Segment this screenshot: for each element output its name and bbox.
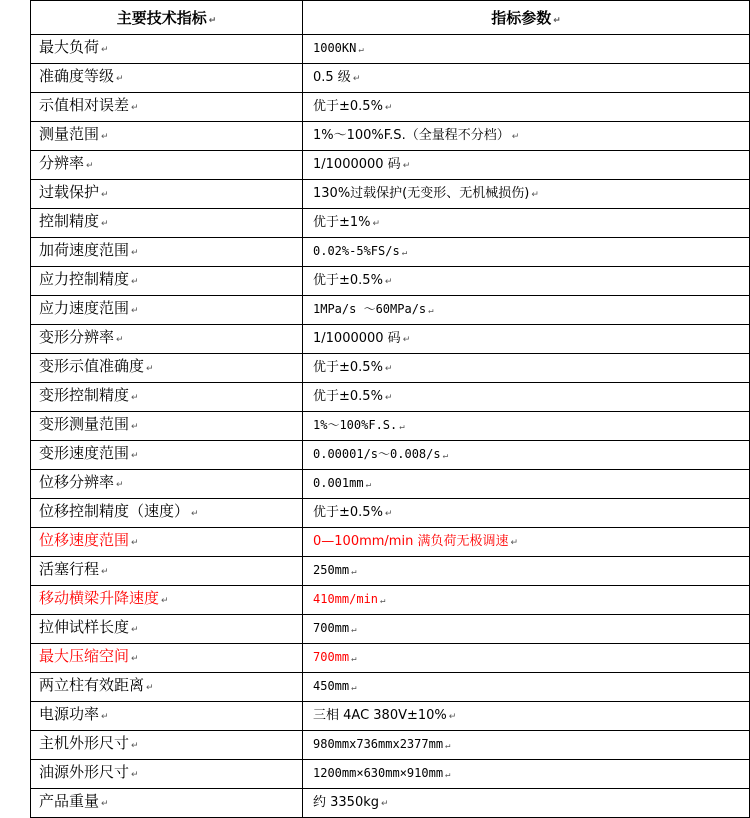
spec-name-cell [31,151,303,180]
spec-value: 700mm [313,620,350,635]
spec-value: 优于±0.5% [313,98,383,114]
spec-value: 1%～100%F.S.（全量程不分档） [313,127,510,143]
paragraph-mark-icon: ↵ [116,480,124,490]
spec-name-cell [31,64,303,93]
table-row [31,586,750,615]
table-row [31,528,750,557]
paragraph-mark-icon: ↵ [101,712,109,722]
spec-name: 两立柱有效距离 [39,676,145,694]
paragraph-mark-icon: ↵ [208,16,217,26]
spec-table [30,0,750,818]
paragraph-mark-icon: ↵ [116,74,124,84]
spec-name-cell [31,383,303,412]
spec-value-cell [303,151,750,180]
spec-name: 位移控制精度（速度） [39,502,190,520]
spec-value-cell [303,354,750,383]
spec-value-cell [303,615,750,644]
spec-value: 0.02%-5%FS/s [313,243,400,258]
spec-name-cell [31,760,303,789]
spec-name: 主机外形尺寸 [39,734,130,752]
paragraph-mark-icon: ↵ [131,770,139,780]
header-row [31,1,750,35]
paragraph-mark-icon: ↵ [86,161,94,171]
paragraph-mark-icon: ↵ [131,538,139,548]
spec-name-cell [31,586,303,615]
spec-name: 变形测量范围 [39,415,130,433]
table-row [31,557,750,586]
spec-value-cell [303,64,750,93]
paragraph-mark-icon: ↵ [384,276,393,287]
spec-name-cell [31,702,303,731]
paragraph-mark-icon: ↵ [131,451,139,461]
spec-value: 1/1000000 码 [313,330,401,346]
spec-value: 三相 4AC 380V±10% [313,707,447,723]
paragraph-mark-icon: ↵ [116,335,124,345]
spec-name: 应力控制精度 [39,270,130,288]
spec-name: 变形示值准确度 [39,357,145,375]
spec-name-cell [31,441,303,470]
paragraph-mark-icon: ↵ [101,567,109,577]
header-spec-value: 指标参数 ↵ [303,1,750,35]
paragraph-mark-icon: ↵ [101,190,109,200]
spec-name-cell [31,644,303,673]
spec-name-cell [31,296,303,325]
paragraph-mark-icon: ↵ [101,45,109,55]
spec-name-cell [31,412,303,441]
spec-name-cell [31,180,303,209]
spec-value-cell [303,93,750,122]
spec-value-cell [303,673,750,702]
table-row [31,499,750,528]
paragraph-mark-icon: ↵ [131,741,139,751]
table-row [31,644,750,673]
spec-value-cell [303,644,750,673]
header-spec-name: 主要技术指标 ↵ [31,1,303,35]
paragraph-mark-icon: ↵ [351,682,357,693]
spec-name-cell [31,325,303,354]
table-row [31,35,750,64]
spec-value-cell [303,209,750,238]
spec-value-cell [303,586,750,615]
spec-name: 应力速度范围 [39,299,130,317]
paragraph-mark-icon: ↵ [131,103,139,113]
spec-value: 优于±1% [313,214,371,230]
spec-value: 优于±0.5% [313,388,383,404]
spec-name: 测量范围 [39,125,100,143]
spec-name-cell [31,209,303,238]
paragraph-mark-icon: ↵ [146,364,154,374]
spec-value-cell [303,528,750,557]
paragraph-mark-icon: ↵ [146,683,154,693]
spec-name: 变形控制精度 [39,386,130,404]
paragraph-mark-icon: ↵ [445,740,451,751]
table-row [31,441,750,470]
table-row [31,122,750,151]
spec-value-cell [303,702,750,731]
spec-name-cell [31,354,303,383]
paragraph-mark-icon: ↵ [384,508,393,519]
table-row [31,325,750,354]
paragraph-mark-icon: ↵ [399,421,405,432]
spec-name: 位移速度范围 [39,531,130,549]
spec-name-cell [31,93,303,122]
paragraph-mark-icon: ↵ [428,305,434,316]
paragraph-mark-icon: ↵ [510,537,518,548]
spec-name: 产品重量 [39,792,100,810]
paragraph-mark-icon: ↵ [351,653,357,664]
paragraph-mark-icon: ↵ [531,189,539,200]
table-row [31,238,750,267]
table-row [31,412,750,441]
spec-name-cell [31,789,303,818]
table-row [31,64,750,93]
paragraph-mark-icon: ↵ [384,363,393,374]
spec-value: 1/1000000 码 [313,156,401,172]
paragraph-mark-icon: ↵ [380,595,386,606]
spec-name: 电源功率 [39,705,100,723]
table-row [31,354,750,383]
paragraph-mark-icon: ↵ [384,392,393,403]
spec-value: 约 3350kg [313,794,379,810]
table-row [31,615,750,644]
paragraph-mark-icon: ↵ [352,73,361,84]
paragraph-mark-icon: ↵ [511,131,520,142]
table-row [31,180,750,209]
paragraph-mark-icon: ↵ [131,654,139,664]
spec-name: 示值相对误差 [39,96,130,114]
spec-value-cell [303,325,750,354]
spec-value-cell [303,296,750,325]
spec-name-cell [31,615,303,644]
spec-value: 980mmx736mmx2377mm [313,736,444,751]
spec-value-cell [303,412,750,441]
spec-name: 最大负荷 [39,38,100,56]
spec-value-cell [303,122,750,151]
paragraph-mark-icon: ↵ [365,479,371,490]
spec-name: 油源外形尺寸 [39,763,130,781]
spec-name-cell [31,267,303,296]
spec-value-cell [303,499,750,528]
spec-value: 优于±0.5% [313,272,383,288]
paragraph-mark-icon: ↵ [401,247,408,258]
paragraph-mark-icon: ↵ [351,624,357,635]
spec-value: 450mm [313,678,350,693]
table-row [31,296,750,325]
spec-name-cell [31,35,303,64]
spec-value: 1%～100%F.S. [313,417,398,432]
spec-name: 变形速度范围 [39,444,130,462]
paragraph-mark-icon: ↵ [131,393,139,403]
paragraph-mark-icon: ↵ [402,160,411,171]
spec-value-cell [303,180,750,209]
spec-name-cell [31,499,303,528]
spec-value-cell [303,789,750,818]
paragraph-mark-icon: ↵ [131,248,139,258]
spec-name: 移动横梁升降速度 [39,589,160,607]
spec-name-cell [31,238,303,267]
spec-value-cell [303,441,750,470]
spec-value: 1MPa/s ～60MPa/s [313,301,427,316]
spec-value-cell [303,383,750,412]
paragraph-mark-icon: ↵ [101,219,109,229]
paragraph-mark-icon: ↵ [442,450,449,461]
table-row [31,760,750,789]
spec-name: 变形分辨率 [39,328,115,346]
paragraph-mark-icon: ↵ [101,799,109,809]
spec-name: 过载保护 [39,183,100,201]
paragraph-mark-icon: ↵ [448,711,457,722]
spec-value: 优于±0.5% [313,359,383,375]
spec-name-cell [31,731,303,760]
table-row [31,470,750,499]
paragraph-mark-icon: ↵ [101,132,109,142]
spec-name-cell [31,528,303,557]
spec-name-cell [31,673,303,702]
paragraph-mark-icon: ↵ [381,798,389,809]
spec-value: 0—100mm/min 满负荷无极调速 [313,533,509,549]
spec-value: 0.00001/s～0.008/s [313,446,441,461]
paragraph-mark-icon: ↵ [445,769,451,780]
paragraph-mark-icon: ↵ [161,596,169,606]
spec-value-cell [303,470,750,499]
table-row [31,673,750,702]
spec-value-cell [303,35,750,64]
spec-value: 优于±0.5% [313,504,383,520]
table-row [31,702,750,731]
spec-name: 最大压缩空间 [39,647,130,665]
paragraph-mark-icon: ↵ [131,422,139,432]
spec-name-cell [31,557,303,586]
spec-name-cell [31,122,303,151]
spec-value: 0.5 级 [313,69,351,85]
spec-value: 700mm [313,649,350,664]
spec-value: 1200mm×630mm×910mm [313,765,444,780]
paragraph-mark-icon: ↵ [131,277,139,287]
spec-value-cell [303,760,750,789]
spec-value: 0.001mm [313,475,364,490]
spec-name: 分辨率 [39,154,85,172]
paragraph-mark-icon: ↵ [553,16,561,26]
spec-value: 130%过载保护(无变形、无机械损伤) [313,185,530,201]
spec-value-cell [303,238,750,267]
spec-value-cell [303,731,750,760]
paragraph-mark-icon: ↵ [191,509,199,519]
paragraph-mark-icon: ↵ [131,625,139,635]
spec-name: 控制精度 [39,212,100,230]
table-row [31,789,750,818]
spec-value: 410mm/min [313,591,379,606]
table-row [31,267,750,296]
table-row [31,731,750,760]
spec-value-cell [303,267,750,296]
paragraph-mark-icon: ↵ [384,102,393,113]
paragraph-mark-icon: ↵ [358,44,364,55]
table-row [31,151,750,180]
spec-value: 250mm [313,562,350,577]
spec-name: 准确度等级 [39,67,115,85]
table-row [31,209,750,238]
spec-name: 加荷速度范围 [39,241,130,259]
table-row [31,383,750,412]
paragraph-mark-icon: ↵ [351,566,357,577]
paragraph-mark-icon: ↵ [131,306,139,316]
spec-name: 拉伸试样长度 [39,618,130,636]
spec-name: 位移分辨率 [39,473,115,491]
spec-name-cell [31,470,303,499]
spec-value: 1000KN [313,40,357,55]
spec-body [31,35,750,818]
table-row [31,93,750,122]
spec-name: 活塞行程 [39,560,100,578]
paragraph-mark-icon: ↵ [402,334,411,345]
paragraph-mark-icon: ↵ [372,218,381,229]
spec-value-cell [303,557,750,586]
